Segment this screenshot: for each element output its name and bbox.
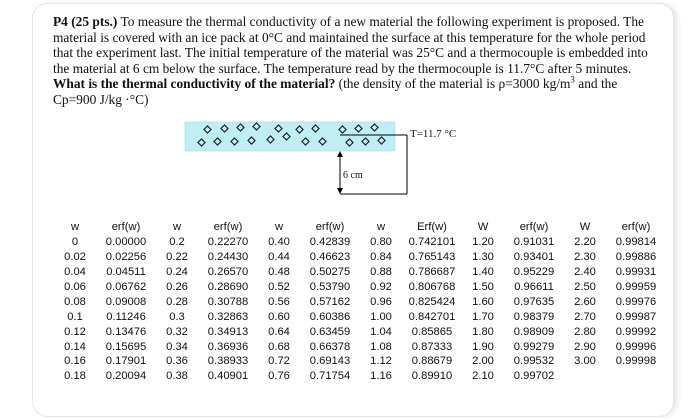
thermocouple-temperature-label: T=11.7 °C <box>410 128 457 140</box>
table-cell: 1.00 <box>370 310 392 323</box>
table-cell: 1.30 <box>472 251 494 264</box>
table-cell: 0.66378 <box>309 340 351 353</box>
table-cell: 1.70 <box>472 310 494 323</box>
table-cell: 0.63459 <box>309 325 351 338</box>
table-cell: 0.2 <box>169 236 185 249</box>
table-cell: 0.71754 <box>309 370 351 383</box>
table-cell: 1.12 <box>370 355 392 368</box>
problem-superscript: 3 <box>570 74 575 85</box>
table-cell: 0.12 <box>64 325 86 338</box>
table-cell: 0.99886 <box>615 251 657 264</box>
table-cell: 0.842701 <box>408 310 456 323</box>
depth-label: 6 cm <box>343 170 363 181</box>
table-cell: 3.00 <box>574 355 596 368</box>
table-cell: 0.48 <box>268 266 290 279</box>
table-cell: 0.99987 <box>615 310 657 323</box>
table-cell: 0.40 <box>268 236 290 249</box>
table-cell: 0.02256 <box>105 251 147 264</box>
problem-text-2: (the density of the material is ρ=3000 kg/m <box>335 76 571 92</box>
table-row <box>58 354 670 369</box>
table-cell: 0.17901 <box>105 355 147 368</box>
table-cell: 0.69143 <box>309 355 351 368</box>
table-cell: 0.02 <box>64 251 86 264</box>
table-cell: 0.40901 <box>207 370 249 383</box>
table-cell: 0.36936 <box>207 340 249 353</box>
table-row <box>58 369 670 384</box>
table-cell: 0.15695 <box>105 340 147 353</box>
table-cell: 0.42839 <box>309 236 351 249</box>
table-cell: 0.99532 <box>513 355 555 368</box>
table-cell: 0.34 <box>166 340 188 353</box>
table-cell: 0.09008 <box>105 295 147 308</box>
table-cell: 0.06 <box>64 281 86 293</box>
table-cell: 0.1 <box>67 310 83 323</box>
table-row <box>58 250 670 265</box>
table-cell: 0.89910 <box>411 370 453 383</box>
table-cell: 0.765143 <box>408 251 456 264</box>
table-cell: 0.14 <box>64 340 86 353</box>
table-cell: 0.26570 <box>207 266 249 279</box>
table-cell: 0.38933 <box>207 355 249 368</box>
table-cell: 0.99702 <box>513 370 555 383</box>
table-cell: 1.16 <box>370 370 392 383</box>
table-cell: 0.57162 <box>309 295 351 308</box>
table-cell: 0.04511 <box>106 266 146 279</box>
table-row <box>58 265 670 280</box>
table-cell <box>602 369 670 384</box>
table-cell: 0.91031 <box>513 236 555 249</box>
table-cell: 0.786687 <box>408 266 456 279</box>
problem-question: What is the thermal conductivity of the material? <box>53 76 336 92</box>
table-cell: 0.30788 <box>207 295 249 308</box>
table-cell: 0.85865 <box>411 325 453 338</box>
table-cell: 0.16 <box>64 355 86 368</box>
table-cell: 0.99996 <box>615 340 657 353</box>
table-cell: 2.60 <box>574 295 596 308</box>
table-header: w <box>172 221 182 234</box>
table-cell: 0.46623 <box>309 251 351 264</box>
table-cell: 0.806768 <box>408 281 456 293</box>
table-cell: 2.70 <box>574 310 596 323</box>
table-row <box>58 339 670 354</box>
table-cell: 0.26 <box>166 281 188 293</box>
table-cell: 0.825424 <box>408 295 456 308</box>
table-cell: 0.44 <box>268 251 290 264</box>
table-cell: 0.99931 <box>615 266 657 279</box>
table-header: erf(w) <box>621 221 651 234</box>
table-cell: 2.20 <box>574 236 596 249</box>
problem-text-3: and the Cp=900 J/kg ·°C) <box>53 76 618 107</box>
table-cell: 1.20 <box>472 236 494 249</box>
table-header: w <box>376 221 386 234</box>
table-row <box>58 294 670 309</box>
table-cell: 0.88679 <box>411 355 453 368</box>
table-cell: 1.40 <box>472 266 494 279</box>
table-cell: 0.92 <box>370 281 392 293</box>
table-cell: 0.20094 <box>105 370 147 383</box>
table-header: W <box>477 221 489 234</box>
table-cell: 0.99976 <box>615 295 657 308</box>
table-cell: 0.24430 <box>207 251 249 264</box>
table-cell: 0.28 <box>166 295 188 308</box>
table-cell: 0.76 <box>268 370 290 383</box>
table-cell: 0.06762 <box>105 281 147 293</box>
table-cell: 2.30 <box>574 251 596 264</box>
table-cell: 0.99814 <box>615 236 657 249</box>
table-cell: 0.00000 <box>105 236 147 249</box>
table-header: erf(w) <box>519 221 549 234</box>
table-cell: 0.68 <box>268 340 290 353</box>
table-cell: 0.95229 <box>513 266 555 279</box>
table-cell: 0.84 <box>370 251 392 264</box>
table-cell: 0.32 <box>166 325 188 338</box>
table-cell: 0.04 <box>64 266 86 279</box>
table-cell: 0.24 <box>166 266 188 279</box>
table-header: erf(w) <box>111 221 141 234</box>
table-header: Erf(w) <box>417 221 447 234</box>
table-cell: 0.742101 <box>408 236 456 249</box>
table-cell: 0.34913 <box>207 325 249 338</box>
table-cell: 0.36 <box>166 355 188 368</box>
table-cell: 1.60 <box>472 295 494 308</box>
table-cell: 0.08 <box>64 295 86 308</box>
table-header-row <box>58 220 670 235</box>
table-cell: 0.38 <box>166 370 188 383</box>
table-cell: 2.10 <box>472 370 494 383</box>
table-cell: 0 <box>71 236 79 249</box>
table-cell: 0.50275 <box>309 266 351 279</box>
table-cell: 0.88 <box>370 266 392 279</box>
table-cell: 0.96611 <box>514 281 554 293</box>
erf-table <box>58 220 670 384</box>
table-cell: 1.04 <box>370 325 392 338</box>
table-row <box>58 309 670 324</box>
table-cell: 0.32863 <box>207 310 249 323</box>
table-header: erf(w) <box>315 221 345 234</box>
table-cell: 0.87333 <box>411 340 453 353</box>
table-body <box>58 235 670 384</box>
table-cell: 0.99998 <box>615 355 657 368</box>
table-header: w <box>70 221 80 234</box>
table-header: w <box>274 221 284 234</box>
table-cell: 0.28690 <box>207 281 249 293</box>
table-cell: 0.97635 <box>513 295 555 308</box>
table-cell: 1.90 <box>472 340 494 353</box>
table-cell: 0.98909 <box>513 325 555 338</box>
table-cell <box>568 369 602 384</box>
table-cell: 2.00 <box>472 355 494 368</box>
table-cell: 0.53790 <box>309 281 351 293</box>
table-cell: 2.90 <box>574 340 596 353</box>
problem-text-1: To measure the thermal conductivity of a new material the following experiment is proposed. The material is covered with an ice pack at 0°C and maintained the surface at this temperature for the whole period that the experiment last. The initial temperature of the material was 25°C and a thermocouple is embedded into the material at 6 cm below the surface. The temperature read by the thermocouple is 11.7°C after 5 minutes. <box>53 14 648 76</box>
table-row <box>58 235 670 250</box>
table-cell: 0.99279 <box>513 340 555 353</box>
table-cell: 0.22 <box>166 251 188 264</box>
table-header: erf(w) <box>213 221 243 234</box>
table-row <box>58 280 670 295</box>
table-cell: 0.56 <box>268 295 290 308</box>
table-header: W <box>579 221 591 234</box>
table-cell: 1.80 <box>472 325 494 338</box>
table-cell: 0.98379 <box>513 310 555 323</box>
table-row <box>58 324 670 339</box>
table-cell: 0.60 <box>268 310 290 323</box>
table-cell: 0.96 <box>370 295 392 308</box>
table-cell: 2.40 <box>574 266 596 279</box>
table-cell: 0.22270 <box>207 236 249 249</box>
table-cell: 2.80 <box>574 325 596 338</box>
table-cell: 0.72 <box>268 355 290 368</box>
table-cell: 0.52 <box>268 281 290 293</box>
table-cell: 0.13476 <box>105 325 147 338</box>
table-cell: 1.08 <box>370 340 392 353</box>
table-cell: 0.80 <box>370 236 392 249</box>
table-cell: 0.60386 <box>309 310 351 323</box>
table-cell: 0.99992 <box>615 325 657 338</box>
table-cell: 1.50 <box>472 281 494 293</box>
table-cell: 0.99959 <box>615 281 657 293</box>
table-cell: 2.50 <box>574 281 596 293</box>
table-cell: 0.93401 <box>513 251 555 264</box>
problem-number: P4 (25 pts.) <box>53 14 118 29</box>
table-cell: 0.11246 <box>106 310 146 323</box>
table-cell: 0.64 <box>268 325 290 338</box>
table-cell: 0.3 <box>169 310 185 323</box>
table-cell: 0.18 <box>64 370 86 383</box>
